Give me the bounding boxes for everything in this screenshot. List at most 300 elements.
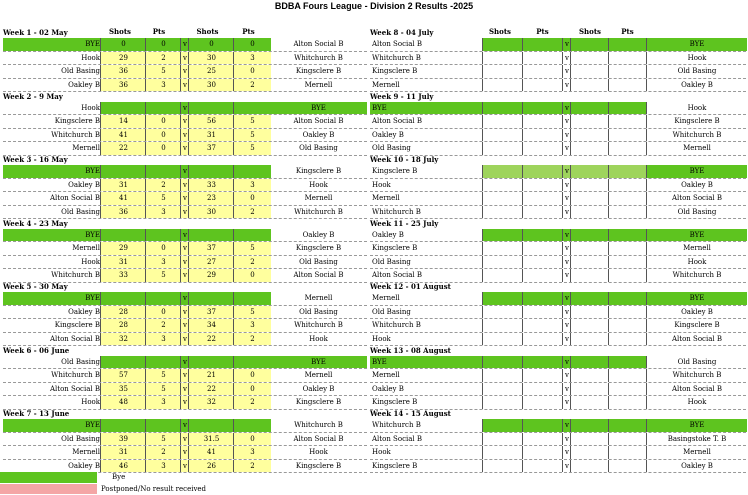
home-team: Mernell bbox=[72, 448, 100, 456]
away-shots: 31.5 bbox=[188, 433, 234, 446]
home-points bbox=[522, 319, 563, 332]
home-shots: 31 bbox=[100, 179, 146, 192]
versus: v bbox=[562, 356, 571, 369]
away-shots bbox=[188, 102, 234, 115]
home-points bbox=[522, 333, 563, 346]
home-points: 3 bbox=[145, 206, 181, 219]
away-points: 2 bbox=[233, 333, 271, 346]
away-shots bbox=[570, 256, 609, 269]
home-shots: 14 bbox=[100, 115, 146, 128]
home-shots: 29 bbox=[100, 242, 146, 255]
away-team: Kingsclere B bbox=[295, 67, 342, 75]
home-team: Kingsclere B bbox=[54, 117, 100, 125]
fixture-row bbox=[370, 52, 746, 66]
away-shots bbox=[570, 383, 609, 396]
fixture-row bbox=[3, 369, 367, 383]
away-shots: 32 bbox=[188, 396, 234, 409]
week-label: Week 6 - 06 June bbox=[3, 345, 70, 355]
home-shots bbox=[482, 179, 523, 192]
versus: v bbox=[562, 102, 571, 115]
home-points bbox=[522, 256, 563, 269]
home-shots bbox=[482, 165, 523, 178]
away-shots bbox=[570, 165, 609, 178]
home-shots bbox=[482, 369, 523, 382]
home-team: Alton Social B bbox=[372, 117, 423, 125]
home-shots: 28 bbox=[100, 306, 146, 319]
fixture-row bbox=[3, 79, 367, 93]
home-points: 3 bbox=[145, 460, 181, 473]
home-points: 0 bbox=[145, 115, 181, 128]
versus: v bbox=[180, 242, 189, 255]
week-label: Week 5 - 30 May bbox=[3, 282, 68, 291]
away-points bbox=[233, 165, 271, 178]
home-shots bbox=[100, 102, 146, 115]
home-points: 5 bbox=[145, 65, 181, 78]
fixture-row bbox=[370, 179, 746, 193]
home-team: Hook bbox=[81, 398, 100, 406]
home-points: 5 bbox=[145, 369, 181, 382]
away-points bbox=[608, 419, 647, 432]
away-team: Hook bbox=[646, 396, 747, 409]
home-shots: 39 bbox=[100, 433, 146, 446]
home-shots: 0 bbox=[100, 38, 146, 51]
home-team: Mernell bbox=[72, 244, 100, 252]
week-label: Week 8 - 04 July bbox=[370, 28, 434, 37]
away-shots: 56 bbox=[188, 115, 234, 128]
home-shots: 36 bbox=[100, 65, 146, 78]
away-points bbox=[608, 229, 647, 242]
away-points bbox=[233, 102, 271, 115]
away-shots: 22 bbox=[188, 333, 234, 346]
fixture-row bbox=[3, 129, 367, 143]
away-team: Oakley B bbox=[646, 79, 747, 92]
away-team: Kingsclere B bbox=[295, 244, 342, 252]
home-points bbox=[522, 206, 563, 219]
away-points: 3 bbox=[233, 52, 271, 65]
home-points bbox=[522, 142, 563, 155]
versus: v bbox=[562, 333, 571, 346]
versus: v bbox=[180, 306, 189, 319]
away-points: 2 bbox=[233, 396, 271, 409]
away-shots bbox=[570, 369, 609, 382]
away-points bbox=[608, 446, 647, 459]
versus: v bbox=[180, 419, 189, 432]
away-shots bbox=[570, 192, 609, 205]
away-shots: 0 bbox=[188, 38, 234, 51]
home-team: Alton Social B bbox=[49, 334, 100, 343]
home-points bbox=[522, 229, 563, 242]
home-points bbox=[522, 115, 563, 128]
away-points: 3 bbox=[233, 319, 271, 332]
away-team: Alton Social B bbox=[293, 271, 344, 279]
versus: v bbox=[180, 460, 189, 473]
away-team: Alton Social B bbox=[646, 192, 747, 205]
away-points: 5 bbox=[233, 115, 271, 128]
away-team: Kingsclere B bbox=[295, 461, 342, 470]
home-team: Whitchurch B bbox=[372, 321, 421, 329]
fixture-row bbox=[370, 356, 746, 370]
away-shots: 31 bbox=[188, 129, 234, 142]
versus: v bbox=[180, 229, 189, 242]
versus: v bbox=[180, 383, 189, 396]
home-shots: 33 bbox=[100, 269, 146, 282]
home-shots bbox=[482, 433, 523, 446]
fixture-row bbox=[3, 333, 367, 347]
week-label: Week 13 - 08 August bbox=[370, 345, 451, 355]
versus: v bbox=[180, 115, 189, 128]
home-shots bbox=[100, 229, 146, 242]
week-label: Week 14 - 15 August bbox=[370, 409, 451, 418]
home-team: Alton Social B bbox=[49, 384, 100, 393]
week-block bbox=[3, 346, 367, 410]
pts-header-right-away: Pts bbox=[621, 27, 634, 36]
home-team: Hook bbox=[372, 448, 391, 456]
away-team: Oakley B bbox=[646, 306, 747, 319]
week-block bbox=[3, 282, 367, 346]
home-team: Whitchurch B bbox=[51, 130, 100, 139]
fixture-row bbox=[3, 142, 367, 156]
week-label: Week 11 - 25 July bbox=[370, 218, 439, 228]
versus: v bbox=[562, 419, 571, 432]
fixture-row bbox=[370, 256, 746, 270]
home-points bbox=[522, 102, 563, 115]
fixture-row bbox=[3, 433, 367, 447]
fixture-row bbox=[370, 129, 746, 143]
home-team: Hook bbox=[372, 180, 391, 189]
away-points bbox=[233, 229, 271, 242]
away-team: Whitchurch B bbox=[646, 269, 747, 282]
home-shots: 29 bbox=[100, 52, 146, 65]
home-shots: 35 bbox=[100, 383, 146, 396]
versus: v bbox=[562, 460, 571, 473]
fixture-row bbox=[3, 115, 367, 129]
versus: v bbox=[562, 229, 571, 242]
away-points bbox=[608, 102, 647, 115]
versus: v bbox=[180, 129, 189, 142]
versus: v bbox=[180, 319, 189, 332]
home-shots: 32 bbox=[100, 333, 146, 346]
away-team: Whitchurch B bbox=[294, 421, 343, 429]
pts-header-right: Pts bbox=[536, 27, 549, 36]
away-points bbox=[608, 269, 647, 282]
away-shots bbox=[570, 333, 609, 346]
away-team: Basingstoke T. B bbox=[646, 433, 747, 446]
versus: v bbox=[562, 65, 571, 78]
away-shots: 26 bbox=[188, 460, 234, 473]
away-shots: 30 bbox=[188, 206, 234, 219]
home-team: Oakley B bbox=[372, 130, 404, 139]
away-team: Alton Social B bbox=[646, 333, 747, 346]
away-team: Old Basing bbox=[646, 206, 747, 219]
home-team: Kingsclere B bbox=[372, 67, 418, 75]
away-shots bbox=[570, 179, 609, 192]
away-team: Alton Social B bbox=[293, 434, 344, 443]
away-team: Kingsclere B bbox=[295, 398, 342, 406]
away-team: BYE bbox=[646, 38, 747, 51]
home-points bbox=[522, 419, 563, 432]
home-team: Old Basing bbox=[372, 307, 411, 316]
home-team: Old Basing bbox=[372, 144, 411, 152]
home-shots: 31 bbox=[100, 446, 146, 459]
week-block bbox=[370, 282, 746, 346]
fixture-row bbox=[3, 229, 367, 243]
home-shots bbox=[482, 206, 523, 219]
away-shots bbox=[188, 419, 234, 432]
home-shots bbox=[482, 242, 523, 255]
home-points: 0 bbox=[145, 306, 181, 319]
away-team: Kingsclere B bbox=[646, 319, 747, 332]
away-points bbox=[608, 38, 647, 51]
shots-header-away: Shots bbox=[196, 27, 219, 36]
away-points bbox=[608, 369, 647, 382]
home-team: Alton Social B bbox=[49, 194, 100, 202]
versus: v bbox=[180, 65, 189, 78]
versus: v bbox=[562, 446, 571, 459]
home-shots bbox=[482, 306, 523, 319]
away-team: Alton Social B bbox=[293, 117, 344, 125]
away-shots bbox=[570, 433, 609, 446]
pts-header-away: Pts bbox=[242, 27, 255, 36]
away-shots: 25 bbox=[188, 65, 234, 78]
home-shots bbox=[482, 396, 523, 409]
fixture-row bbox=[3, 269, 367, 283]
week-label: Week 12 - 01 August bbox=[370, 282, 451, 291]
fixture-row bbox=[3, 460, 367, 474]
versus: v bbox=[562, 142, 571, 155]
home-points bbox=[522, 65, 563, 78]
home-team: Kingsclere B bbox=[54, 321, 100, 329]
home-points bbox=[522, 446, 563, 459]
legend-postponed-swatch bbox=[0, 484, 97, 494]
home-shots: 57 bbox=[100, 369, 146, 382]
home-points: 2 bbox=[145, 179, 181, 192]
away-shots: 33 bbox=[188, 179, 234, 192]
home-team: Oakley B bbox=[68, 461, 100, 470]
home-points bbox=[522, 52, 563, 65]
fixture-row bbox=[370, 396, 746, 410]
versus: v bbox=[180, 369, 189, 382]
fixture-row bbox=[370, 419, 746, 433]
home-points: 0 bbox=[145, 242, 181, 255]
home-points bbox=[522, 165, 563, 178]
home-team: Hook bbox=[372, 334, 391, 343]
away-points bbox=[608, 79, 647, 92]
home-points bbox=[145, 356, 181, 369]
home-points bbox=[522, 179, 563, 192]
home-points bbox=[522, 269, 563, 282]
home-points: 5 bbox=[145, 192, 181, 205]
home-team: Alton Social B bbox=[372, 434, 423, 443]
legend-bye-swatch bbox=[0, 472, 97, 483]
home-team: Whitchurch B bbox=[372, 207, 421, 216]
home-points bbox=[145, 165, 181, 178]
versus: v bbox=[562, 256, 571, 269]
away-points: 2 bbox=[233, 256, 271, 269]
home-points bbox=[522, 129, 563, 142]
versus: v bbox=[180, 292, 189, 305]
home-team: Kingsclere B bbox=[372, 461, 418, 470]
away-team: Whitchurch B bbox=[646, 369, 747, 382]
away-points: 2 bbox=[233, 206, 271, 219]
week-label: Week 7 - 13 June bbox=[3, 409, 70, 418]
away-shots bbox=[570, 356, 609, 369]
week-block bbox=[3, 219, 367, 283]
away-points: 2 bbox=[233, 79, 271, 92]
away-points bbox=[608, 306, 647, 319]
versus: v bbox=[562, 179, 571, 192]
home-shots bbox=[482, 115, 523, 128]
away-team: BYE bbox=[646, 229, 747, 242]
home-points bbox=[522, 242, 563, 255]
away-points bbox=[608, 179, 647, 192]
away-team: Hook bbox=[309, 334, 328, 343]
home-points bbox=[522, 460, 563, 473]
home-team: Hook bbox=[81, 103, 100, 112]
home-points bbox=[145, 229, 181, 242]
fixture-row bbox=[370, 292, 746, 306]
away-points: 0 bbox=[233, 65, 271, 78]
home-shots bbox=[482, 446, 523, 459]
home-shots bbox=[482, 192, 523, 205]
away-points: 5 bbox=[233, 129, 271, 142]
fixture-row bbox=[370, 333, 746, 347]
away-team: BYE bbox=[270, 356, 367, 369]
away-team: Old Basing bbox=[646, 65, 747, 78]
versus: v bbox=[562, 79, 571, 92]
versus: v bbox=[562, 192, 571, 205]
week-block bbox=[370, 92, 746, 156]
versus: v bbox=[562, 269, 571, 282]
week-label: Week 4 - 23 May bbox=[3, 218, 68, 228]
away-shots: 34 bbox=[188, 319, 234, 332]
home-points: 5 bbox=[145, 433, 181, 446]
versus: v bbox=[562, 369, 571, 382]
home-team: Old Basing bbox=[61, 434, 100, 443]
fixture-row bbox=[3, 102, 367, 116]
fixture-row bbox=[3, 256, 367, 270]
fixture-row bbox=[370, 65, 746, 79]
home-shots bbox=[482, 52, 523, 65]
away-shots bbox=[570, 129, 609, 142]
versus: v bbox=[562, 52, 571, 65]
away-shots bbox=[570, 142, 609, 155]
away-shots: 29 bbox=[188, 269, 234, 282]
away-points: 0 bbox=[233, 38, 271, 51]
away-shots: 41 bbox=[188, 446, 234, 459]
fixture-row bbox=[370, 446, 746, 460]
away-points bbox=[608, 460, 647, 473]
away-points bbox=[608, 319, 647, 332]
home-team: Old Basing bbox=[61, 357, 100, 366]
home-team: BYE bbox=[3, 165, 100, 178]
away-points bbox=[233, 356, 271, 369]
week-label: Week 1 - 02 May bbox=[3, 28, 68, 37]
home-shots: 48 bbox=[100, 396, 146, 409]
week-block bbox=[370, 155, 746, 219]
away-team: Mernell bbox=[646, 446, 747, 459]
fixture-row bbox=[3, 292, 367, 306]
home-team: Oakley B bbox=[372, 384, 404, 393]
away-team: Whitchurch B bbox=[294, 53, 343, 62]
away-shots bbox=[570, 79, 609, 92]
home-points bbox=[522, 356, 563, 369]
home-shots bbox=[482, 65, 523, 78]
fixture-row bbox=[370, 38, 746, 52]
away-shots: 21 bbox=[188, 369, 234, 382]
away-shots bbox=[570, 242, 609, 255]
week-block bbox=[370, 409, 746, 473]
away-shots bbox=[570, 292, 609, 305]
home-team: Kingsclere B bbox=[372, 167, 418, 175]
fixture-row bbox=[370, 433, 746, 447]
home-team: Mernell bbox=[372, 294, 400, 302]
fixture-row bbox=[370, 115, 746, 129]
home-team: BYE bbox=[370, 102, 482, 115]
week-block bbox=[3, 155, 367, 219]
versus: v bbox=[562, 292, 571, 305]
away-shots bbox=[570, 206, 609, 219]
home-team: Old Basing bbox=[372, 257, 411, 266]
home-team: Oakley B bbox=[68, 180, 100, 189]
versus: v bbox=[180, 333, 189, 346]
shots-header-right: Shots bbox=[489, 27, 511, 36]
week-block bbox=[370, 346, 746, 410]
versus: v bbox=[180, 396, 189, 409]
home-team: Mernell bbox=[372, 371, 400, 379]
away-points: 0 bbox=[233, 192, 271, 205]
home-points: 3 bbox=[145, 396, 181, 409]
week-block bbox=[3, 28, 367, 92]
fixture-row bbox=[370, 269, 746, 283]
away-team: BYE bbox=[646, 292, 747, 305]
home-shots: 36 bbox=[100, 206, 146, 219]
away-points bbox=[608, 192, 647, 205]
versus: v bbox=[180, 179, 189, 192]
home-points bbox=[522, 192, 563, 205]
home-shots bbox=[100, 419, 146, 432]
home-shots bbox=[482, 79, 523, 92]
fixture-row bbox=[370, 383, 746, 397]
fixture-row bbox=[3, 165, 367, 179]
fixture-row bbox=[370, 165, 746, 179]
versus: v bbox=[180, 446, 189, 459]
home-shots: 31 bbox=[100, 256, 146, 269]
week-label: Week 3 - 16 May bbox=[3, 155, 68, 164]
away-points bbox=[608, 433, 647, 446]
fixture-row bbox=[3, 179, 367, 193]
away-points bbox=[608, 256, 647, 269]
home-team: Oakley B bbox=[68, 80, 100, 89]
away-shots bbox=[570, 65, 609, 78]
home-team: Oakley B bbox=[68, 307, 100, 316]
away-team: Hook bbox=[646, 102, 747, 115]
versus: v bbox=[180, 206, 189, 219]
versus: v bbox=[180, 79, 189, 92]
fixture-row bbox=[370, 306, 746, 320]
home-shots bbox=[482, 460, 523, 473]
week-label: Week 10 - 18 July bbox=[370, 155, 439, 164]
home-shots bbox=[482, 292, 523, 305]
away-shots bbox=[570, 460, 609, 473]
home-shots bbox=[482, 102, 523, 115]
away-team: BYE bbox=[646, 165, 747, 178]
away-team: Hook bbox=[646, 256, 747, 269]
away-points bbox=[608, 142, 647, 155]
home-points: 2 bbox=[145, 446, 181, 459]
away-points bbox=[233, 419, 271, 432]
away-team: Old Basing bbox=[646, 356, 747, 369]
away-team: Mernell bbox=[304, 371, 333, 379]
